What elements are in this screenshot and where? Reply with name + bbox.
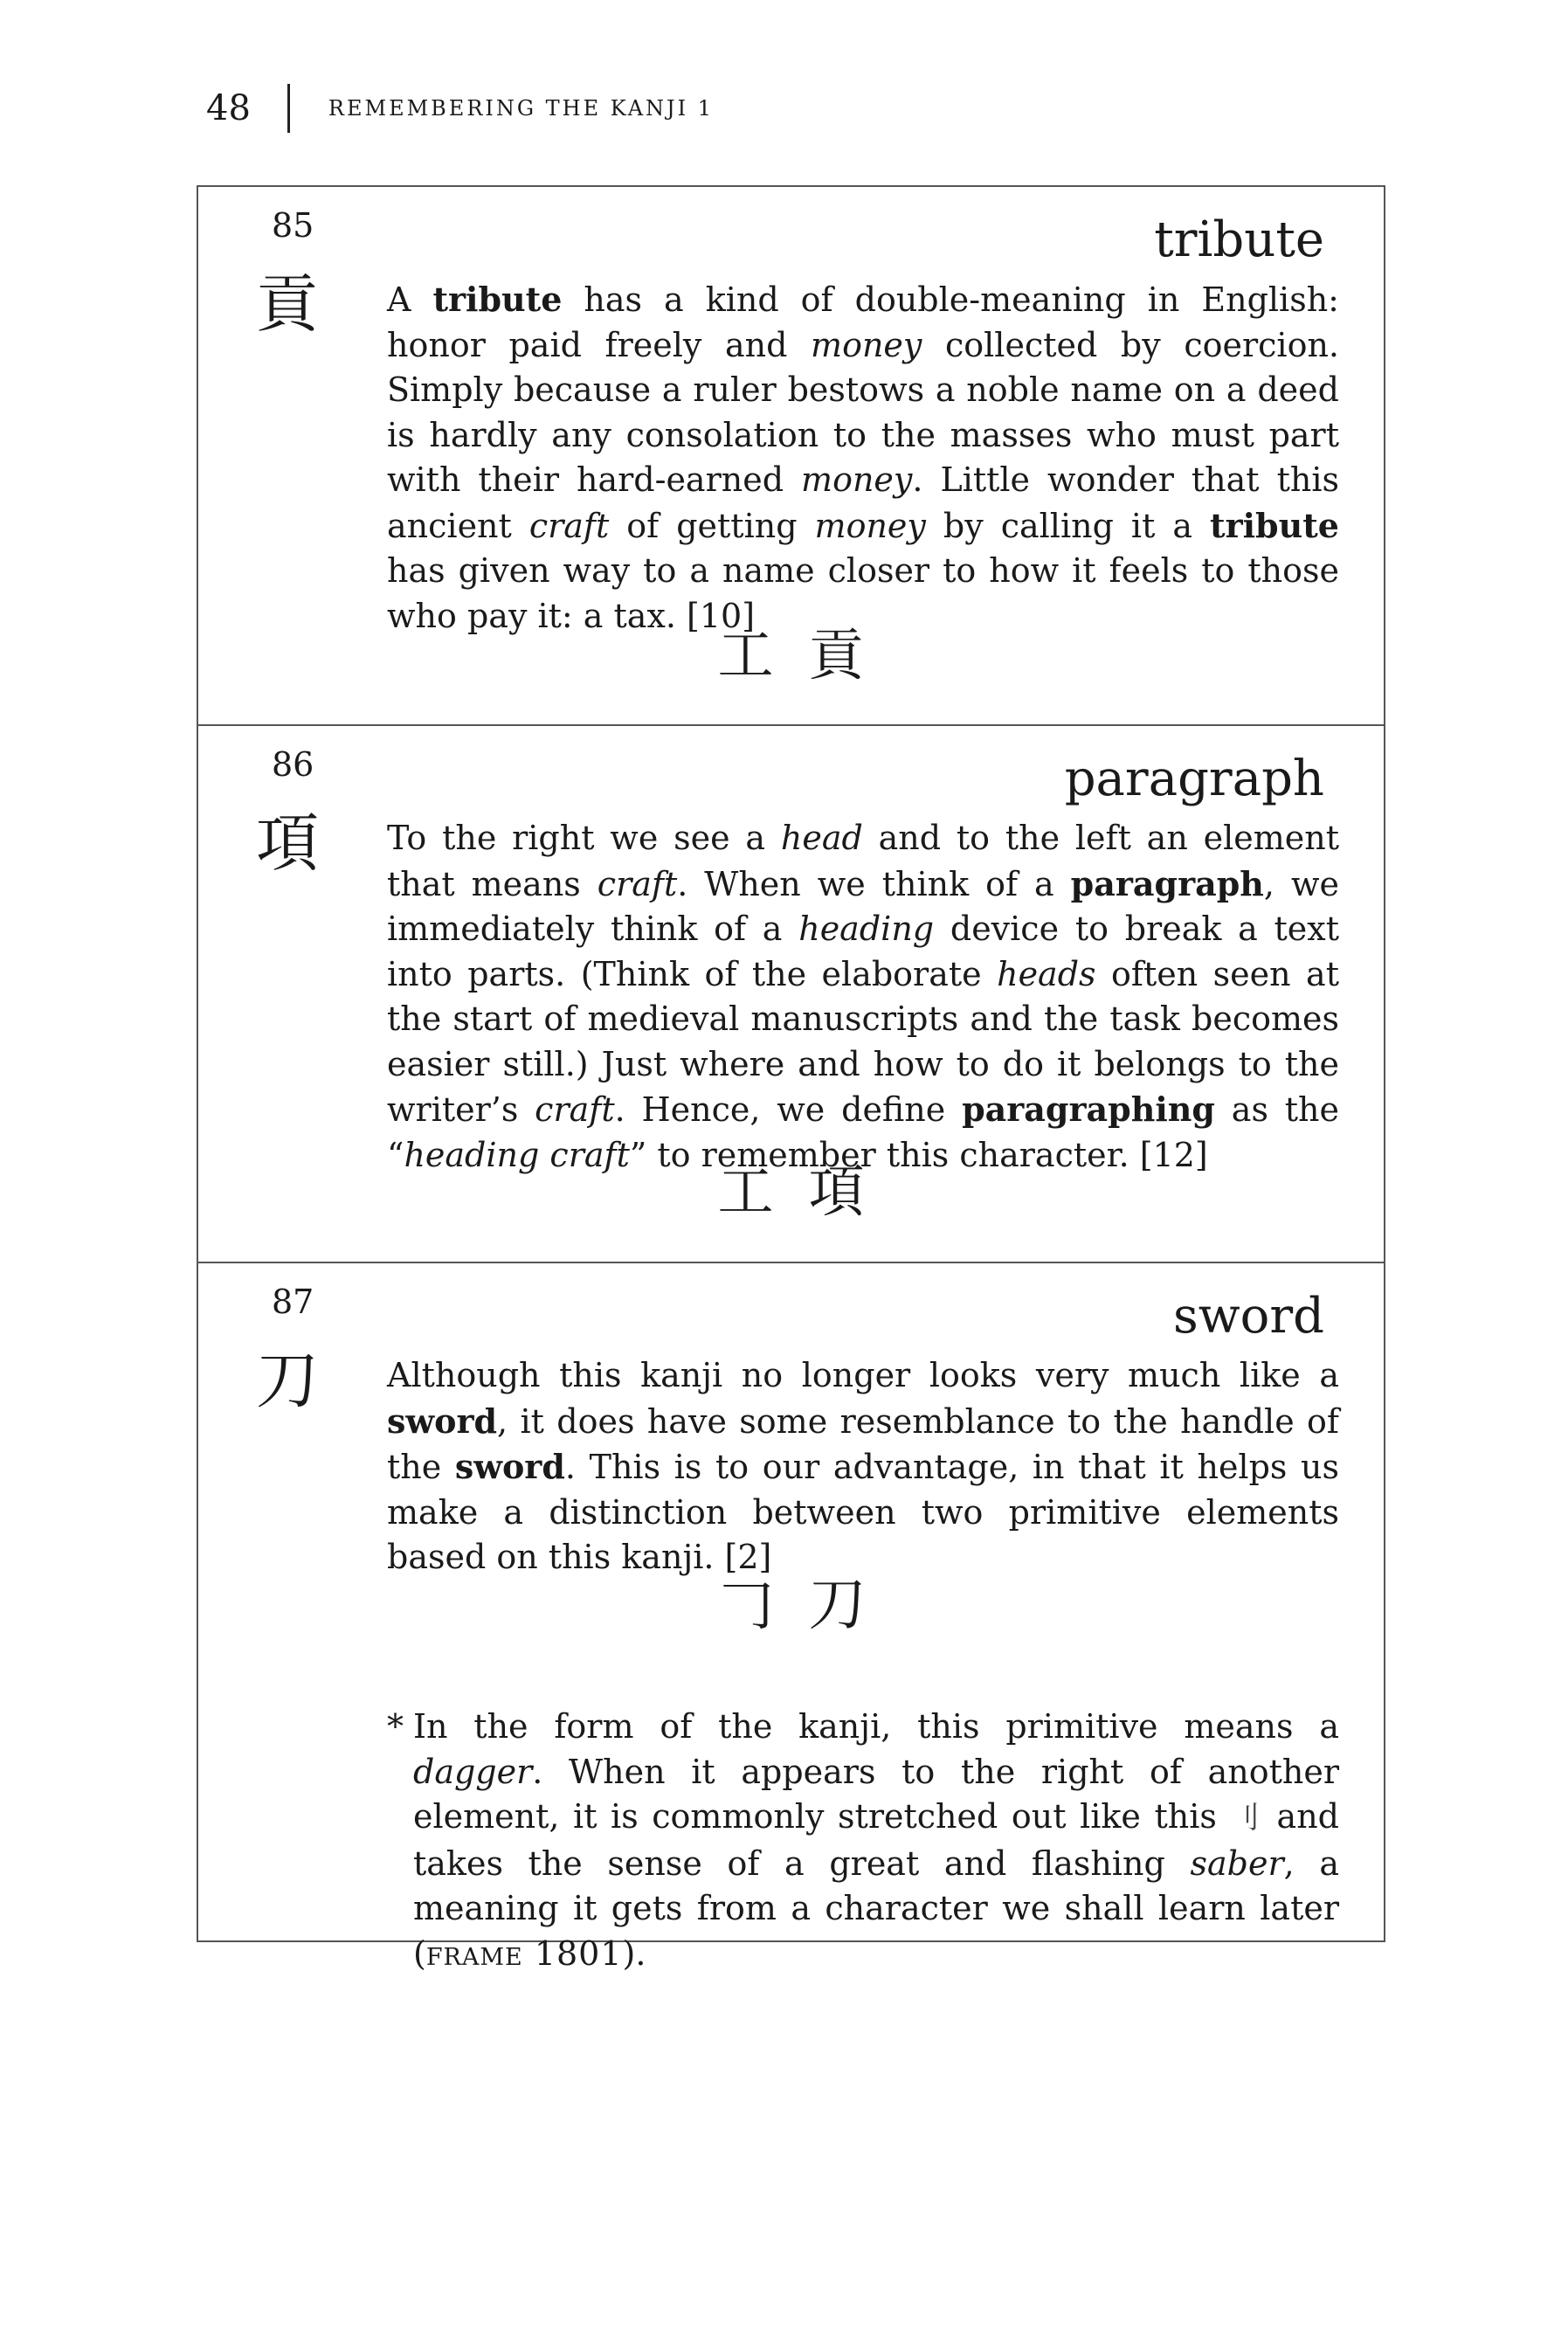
frame-87 xyxy=(198,1263,1384,1973)
running-header xyxy=(206,82,714,135)
stroke-sequence xyxy=(198,1571,1384,1638)
explanation-text: A tribute has a kind of double-meaning in English: honor paid freely and money collected by coercion. Simply because a ruler bestows a noble name on a deed is hardly any consolation to the masses who must part with their hard-earned money. Little wonder that this ancient craft of getting money by calling it a tribute has given way to a name closer to how it feels to those who pay it: a tax. [10] xyxy=(387,280,1340,635)
saber-primitive-glyph: 刂 xyxy=(1230,1801,1263,1836)
kanji-character: 刀 xyxy=(256,1344,320,1417)
frame-number: 86 xyxy=(272,745,314,784)
footnote-text: In the form of the kanji, this primitive means a dagger. When it appears to the right of another element, it is commonly stretched out like this 刂 and takes the sense of a great and flashing saber, a meaning it gets from a character we shall learn later (frame 1801). xyxy=(413,1707,1339,1973)
explanation-text: To the right we see a head and to the left an element that means craft. When we think of a paragraph, we immediately think of a heading device to break a text into parts. (Think of the elaborate heads often seen at the start of medieval manuscripts and the task becomes easier still.) Just where and how to do it belongs to the writer’s craft. Hence, we define paragraphing as the “heading craft” to remember this character. [12] xyxy=(387,819,1340,1174)
frame-86 xyxy=(198,726,1384,1263)
sequence-step: 工 xyxy=(717,1160,774,1225)
page-number: 48 xyxy=(206,88,251,128)
stroke-sequence xyxy=(198,624,1384,688)
frame-number: 87 xyxy=(272,1283,314,1321)
explanation-text: Although this kanji no longer looks very much like a sword, it does have some resemblance to the handle of the sword. This is to our advantage, in that it helps us make a distinction between two primitive elements based on this kanji. [2] xyxy=(387,1356,1339,1576)
keyword: paragraph xyxy=(1064,750,1324,807)
kanji-character: 貢 xyxy=(256,267,320,341)
kanji-character: 項 xyxy=(256,806,320,880)
keyword: sword xyxy=(1172,1288,1324,1345)
sequence-step: 𠃌 xyxy=(715,1571,774,1638)
sequence-step: ⼯ xyxy=(717,624,774,688)
sequence-step: 貢 xyxy=(808,624,865,688)
kanji-frames-table xyxy=(197,185,1385,1973)
footnote-marker: * xyxy=(387,1707,404,1746)
header-divider xyxy=(287,84,290,133)
stroke-sequence xyxy=(198,1160,1384,1225)
primitive-footnote xyxy=(387,1705,1339,1976)
sequence-step: 刀 xyxy=(808,1571,867,1638)
frame-85 xyxy=(198,187,1384,726)
keyword: tribute xyxy=(1154,211,1324,268)
sequence-step: 項 xyxy=(808,1160,865,1225)
book-title: REMEMBERING THE KANJI 1 xyxy=(328,96,715,121)
frame-number: 85 xyxy=(272,206,314,245)
frame-reference: frame 1801 xyxy=(425,1933,623,1973)
